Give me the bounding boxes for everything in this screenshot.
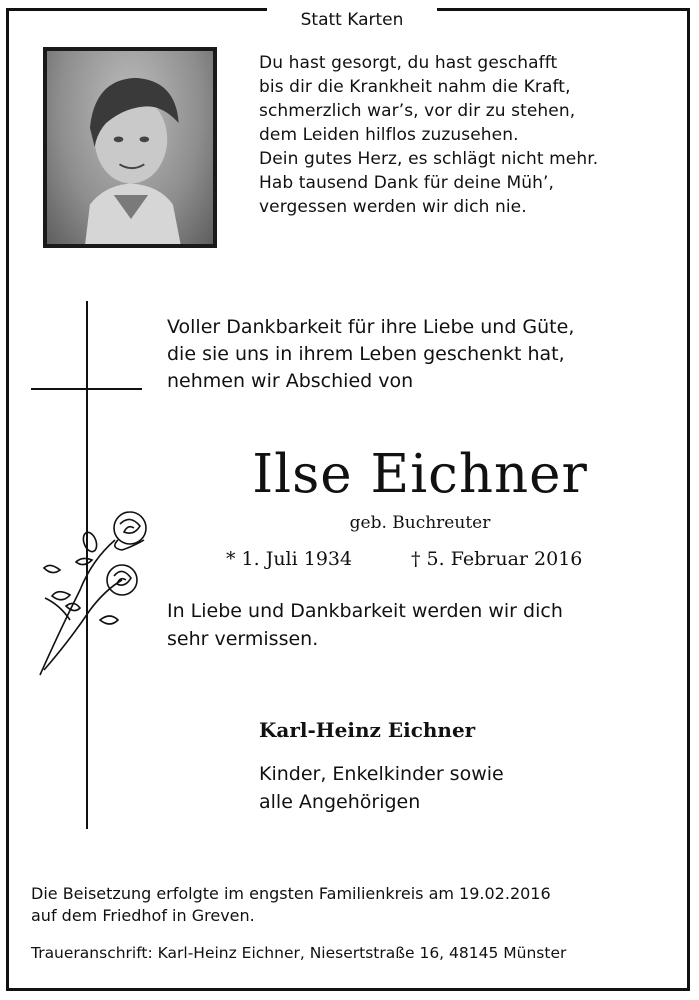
intro-line: Voller Dankbarkeit für ihre Liebe und Güte, bbox=[167, 316, 575, 338]
primary-mourner: Karl-Heinz Eichner bbox=[259, 718, 476, 742]
intro-text bbox=[167, 314, 574, 395]
closing-line: sehr vermissen. bbox=[167, 628, 319, 650]
birth-date: * 1. Juli 1934 bbox=[226, 548, 353, 570]
other-mourners bbox=[259, 760, 504, 816]
poem-line: Du hast gesorgt, du hast geschafft bbox=[259, 53, 558, 73]
intro-line: die sie uns in ihrem Leben geschenkt hat, bbox=[167, 343, 565, 365]
poem bbox=[259, 51, 598, 219]
mourner-line: Kinder, Enkelkinder sowie bbox=[259, 763, 504, 785]
poem-line: vergessen werden wir dich nie. bbox=[259, 197, 527, 217]
mourning-address: Traueranschrift: Karl-Heinz Eichner, Niesertstraße 16, 48145 Münster bbox=[31, 944, 567, 962]
poem-line: schmerzlich war’s, vor dir zu stehen, bbox=[259, 101, 576, 121]
deceased-name: Ilse Eichner bbox=[252, 444, 588, 505]
portrait-photo bbox=[43, 47, 217, 248]
poem-line: Hab tausend Dank für deine Müh’, bbox=[259, 173, 555, 193]
funeral-line: Die Beisetzung erfolgte im engsten Familienkreis am 19.02.2016 bbox=[31, 884, 551, 903]
closing-text bbox=[167, 597, 563, 653]
mourner-line: alle Angehörigen bbox=[259, 791, 421, 813]
funeral-info bbox=[31, 883, 551, 927]
death-date: † 5. Februar 2016 bbox=[411, 548, 583, 570]
closing-line: In Liebe und Dankbarkeit werden wir dich bbox=[167, 600, 563, 622]
intro-line: nehmen wir Abschied von bbox=[167, 370, 414, 392]
maiden-name: geb. Buchreuter bbox=[349, 513, 491, 533]
funeral-line: auf dem Friedhof in Greven. bbox=[31, 906, 255, 925]
poem-line: dem Leiden hilflos zuzusehen. bbox=[259, 125, 519, 145]
portrait-icon bbox=[47, 51, 213, 244]
poem-line: bis dir die Krankheit nahm die Kraft, bbox=[259, 77, 571, 97]
poem-line: Dein gutes Herz, es schlägt nicht mehr. bbox=[259, 149, 599, 169]
cross-horizontal-bar bbox=[31, 388, 142, 390]
header-label: Statt Karten bbox=[267, 7, 437, 35]
